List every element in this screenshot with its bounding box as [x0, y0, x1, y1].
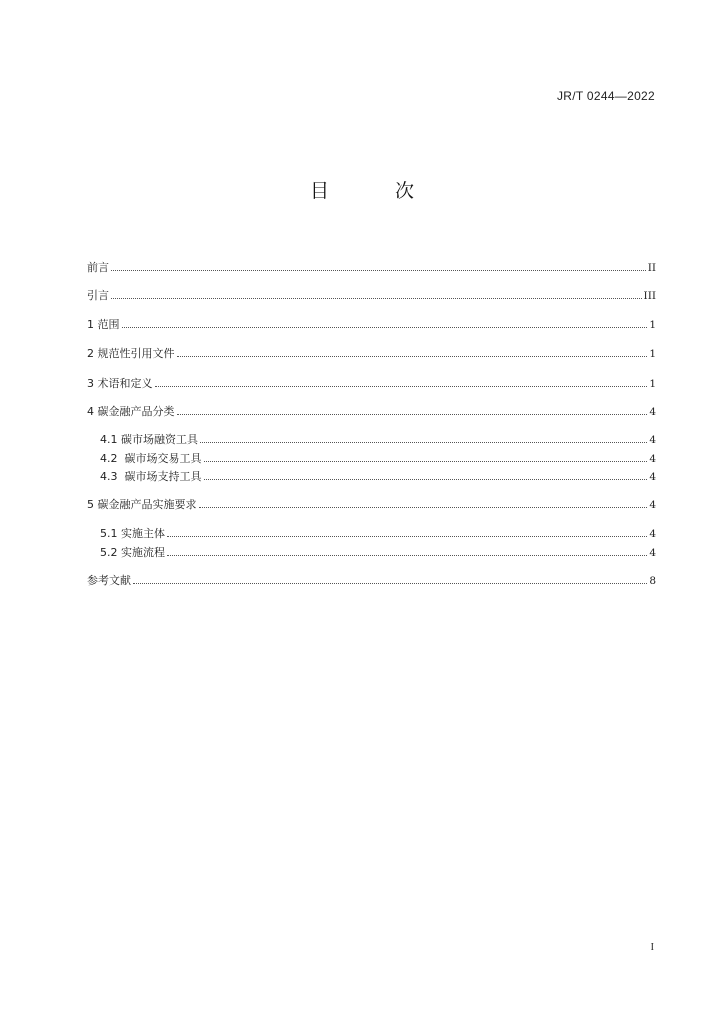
toc-entry-page: 4: [649, 471, 656, 483]
toc-title: 目 次: [309, 180, 445, 202]
toc-entry-page: 4: [649, 406, 656, 418]
dot-leader: [204, 479, 648, 480]
toc-entry-page: 1: [649, 378, 656, 390]
toc-entry-terms-definitions[interactable]: [87, 376, 656, 392]
toc-entry-implementing-entity[interactable]: [100, 526, 656, 542]
dot-leader: [177, 356, 648, 357]
toc-entry-page: 4: [649, 528, 656, 540]
toc-entry-support-tools[interactable]: [100, 469, 656, 485]
toc-entry-foreword[interactable]: [87, 260, 656, 276]
dot-leader: [155, 386, 648, 387]
page-number: I: [650, 942, 654, 953]
toc-entry-page: III: [643, 290, 656, 302]
toc-entry-introduction[interactable]: [87, 288, 656, 304]
dot-leader: [167, 536, 647, 537]
dot-leader: [133, 583, 647, 584]
toc-entry-label: 5.1 实施主体: [100, 527, 165, 540]
dot-leader: [111, 298, 642, 299]
toc-entry-page: 4: [649, 499, 656, 511]
dot-leader: [200, 442, 647, 443]
toc-entry-label: 参考文献: [87, 574, 131, 587]
toc-entry-label: 4.2 碳市场交易工具: [100, 452, 202, 465]
document-code: JR/T 0244—2022: [556, 89, 655, 103]
toc-entry-label: 引言: [87, 289, 109, 302]
toc-entry-implementation-requirements[interactable]: [87, 497, 656, 513]
dot-leader: [177, 414, 648, 415]
toc-entry-page: 1: [649, 319, 656, 331]
toc-entry-implementation-process[interactable]: [100, 545, 656, 561]
toc-entry-financing-tools[interactable]: [100, 432, 656, 448]
toc-entry-label: 4 碳金融产品分类: [87, 405, 175, 418]
toc-entry-label: 3 术语和定义: [87, 377, 153, 390]
toc-entry-label: 5 碳金融产品实施要求: [87, 498, 197, 511]
toc-entry-label: 4.1 碳市场融资工具: [100, 433, 198, 446]
dot-leader: [199, 507, 648, 508]
toc-entry-scope[interactable]: [87, 317, 656, 333]
toc-entry-page: 4: [649, 547, 656, 559]
toc-entry-page: II: [647, 262, 656, 274]
dot-leader: [167, 555, 647, 556]
toc-entry-label: 2 规范性引用文件: [87, 347, 175, 360]
toc-entry-page: 4: [649, 453, 656, 465]
dot-leader: [204, 461, 648, 462]
toc-entry-product-classification[interactable]: [87, 404, 656, 420]
toc-entry-label: 5.2 实施流程: [100, 546, 165, 559]
toc-entry-page: 4: [649, 434, 656, 446]
dot-leader: [111, 270, 646, 271]
toc-entry-normative-references[interactable]: [87, 346, 656, 362]
dot-leader: [122, 327, 648, 328]
toc-entry-bibliography[interactable]: [87, 573, 656, 589]
toc-entry-trading-tools[interactable]: [100, 451, 656, 467]
toc-entry-label: 1 范围: [87, 318, 120, 331]
toc-entry-page: 1: [649, 348, 656, 360]
toc-entry-page: 8: [649, 575, 656, 587]
toc-entry-label: 4.3 碳市场支持工具: [100, 470, 202, 483]
toc-entry-label: 前言: [87, 261, 109, 274]
